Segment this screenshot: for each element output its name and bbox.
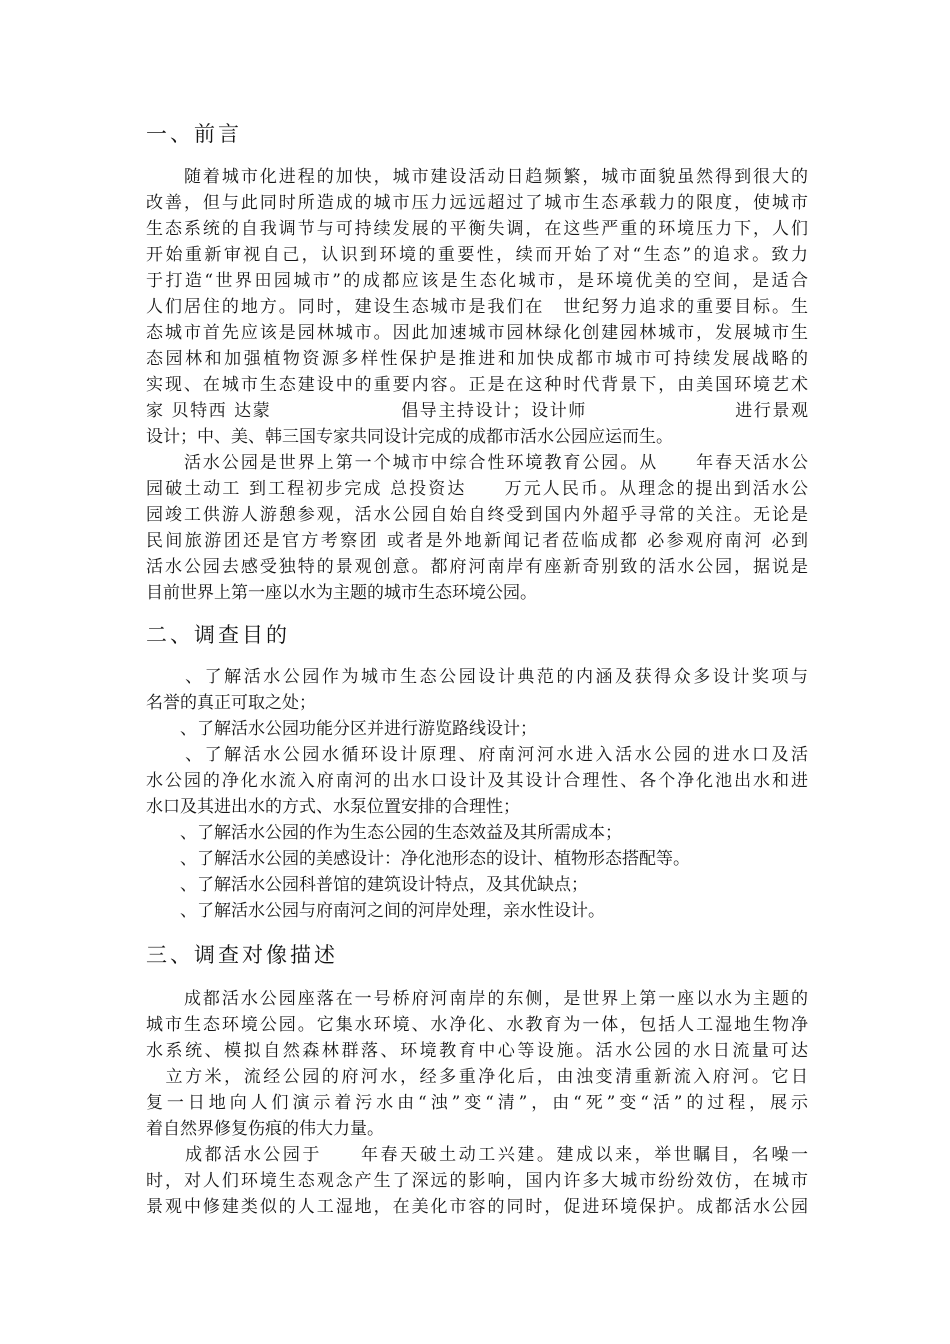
paragraph-line: 随着城市化进程的加快，城市建设活动日趋频繁，城市面貌虽然得到很大的 <box>146 167 808 187</box>
paragraph-line: 园破土动工 到工程初步完成 总投资达 万元人民币。从理念的提出到活水公 <box>146 479 808 499</box>
list-item-line: 名誉的真正可取之处； <box>146 693 316 713</box>
paragraph-line: 复一日地向人们演示着污水由“浊”变“清”，由“死”变“活”的过程，展示 <box>146 1093 808 1113</box>
paragraph-line: 活水公园是世界上第一个城市中综合性环境教育公园。从 年春天活水公 <box>146 453 808 473</box>
list-item-line: 、了解活水公园的美感设计：净化池形态的设计、植物形态搭配等。 <box>146 849 690 869</box>
section-heading-purpose: 二、调查目的 <box>146 623 290 647</box>
paragraph-line: 实现、在城市生态建设中的重要内容。正是在这种时代背景下，由美国环境艺术 <box>146 375 808 395</box>
paragraph-line: 于打造“世界田园城市”的成都应该是生态化城市，是环境优美的空间，是适合 <box>146 271 808 291</box>
paragraph-line: 立方米，流经公园的府河水，经多重净化后，由浊变清重新流入府河。它日 <box>146 1067 808 1087</box>
list-item-line: 、了解活水公园科普馆的建筑设计特点，及其优缺点； <box>146 875 588 895</box>
section-heading-description: 三、调查对像描述 <box>146 943 338 967</box>
paragraph-line: 开始重新审视自己，认识到环境的重要性，续而开始了对“生态”的追求。致力 <box>146 245 808 265</box>
list-item-line: 水公园的净化水流入府南河的出水口设计及其设计合理性、各个净化池出水和进 <box>146 771 808 791</box>
paragraph-line: 民间旅游团还是官方考察团 或者是外地新闻记者莅临成都 必参观府南河 必到 <box>146 531 808 551</box>
list-item-line: 、了解活水公园水循环设计原理、府南河河水进入活水公园的进水口及活 <box>146 745 808 765</box>
paragraph-line: 设计；中、美、韩三国专家共同设计完成的成都市活水公园应运而生。 <box>146 427 673 447</box>
paragraph-line: 景观中修建类似的人工湿地，在美化市容的同时，促进环境保护。成都活水公园 <box>146 1197 808 1217</box>
paragraph-line: 成都活水公园座落在一号桥府河南岸的东侧，是世界上第一座以水为主题的 <box>146 989 808 1009</box>
paragraph-line: 目前世界上第一座以水为主题的城市生态环境公园。 <box>146 583 537 603</box>
list-item-line: 水口及其进出水的方式、水泵位置安排的合理性； <box>146 797 520 817</box>
list-item-line: 、了解活水公园的作为生态公园的生态效益及其所需成本； <box>146 823 622 843</box>
paragraph-line: 态城市首先应该是园林城市。因此加速城市园林绿化创建园林城市，发展城市生 <box>146 323 808 343</box>
section-heading-preface: 一、前言 <box>146 122 242 146</box>
paragraph-line: 人们居住的地方。同时，建设生态城市是我们在 世纪努力追求的重要目标。生 <box>146 297 808 317</box>
paragraph-line: 改善，但与此同时所造成的城市压力远远超过了城市生态承载力的限度，使城市 <box>146 193 808 213</box>
list-item-line: 、了解活水公园作为城市生态公园设计典范的内涵及获得众多设计奖项与 <box>146 667 808 687</box>
paragraph-line: 水系统、模拟自然森林群落、环境教育中心等设施。活水公园的水日流量可达 <box>146 1041 808 1061</box>
paragraph-line: 家 贝特西 达蒙 倡导主持设计；设计师 进行景观 <box>146 401 808 421</box>
list-item-line: 、了解活水公园与府南河之间的河岸处理，亲水性设计。 <box>146 901 605 921</box>
paragraph-line: 园竣工供游人游憩参观，活水公园自始自终受到国内外超乎寻常的关注。无论是 <box>146 505 808 525</box>
paragraph-line: 活水公园去感受独特的景观创意。都府河南岸有座新奇别致的活水公园，据说是 <box>146 557 808 577</box>
paragraph-line: 着自然界修复伤痕的伟大力量。 <box>146 1119 384 1139</box>
paragraph-line: 时，对人们环境生态观念产生了深远的影响，国内许多大城市纷纷效仿，在城市 <box>146 1171 808 1191</box>
paragraph-line: 城市生态环境公园。它集水环境、水净化、水教育为一体，包括人工湿地生物净 <box>146 1015 808 1035</box>
list-item-line: 、了解活水公园功能分区并进行游览路线设计； <box>146 719 537 739</box>
paragraph-line: 生态系统的自我调节与可持续发展的平衡失调，在这些严重的环境压力下，人们 <box>146 219 808 239</box>
paragraph-line: 成都活水公园于 年春天破土动工兴建。建成以来，举世瞩目，名噪一 <box>146 1145 808 1165</box>
paragraph-line: 态园林和加强植物资源多样性保护是推进和加快成都市城市可持续发展战略的 <box>146 349 808 369</box>
